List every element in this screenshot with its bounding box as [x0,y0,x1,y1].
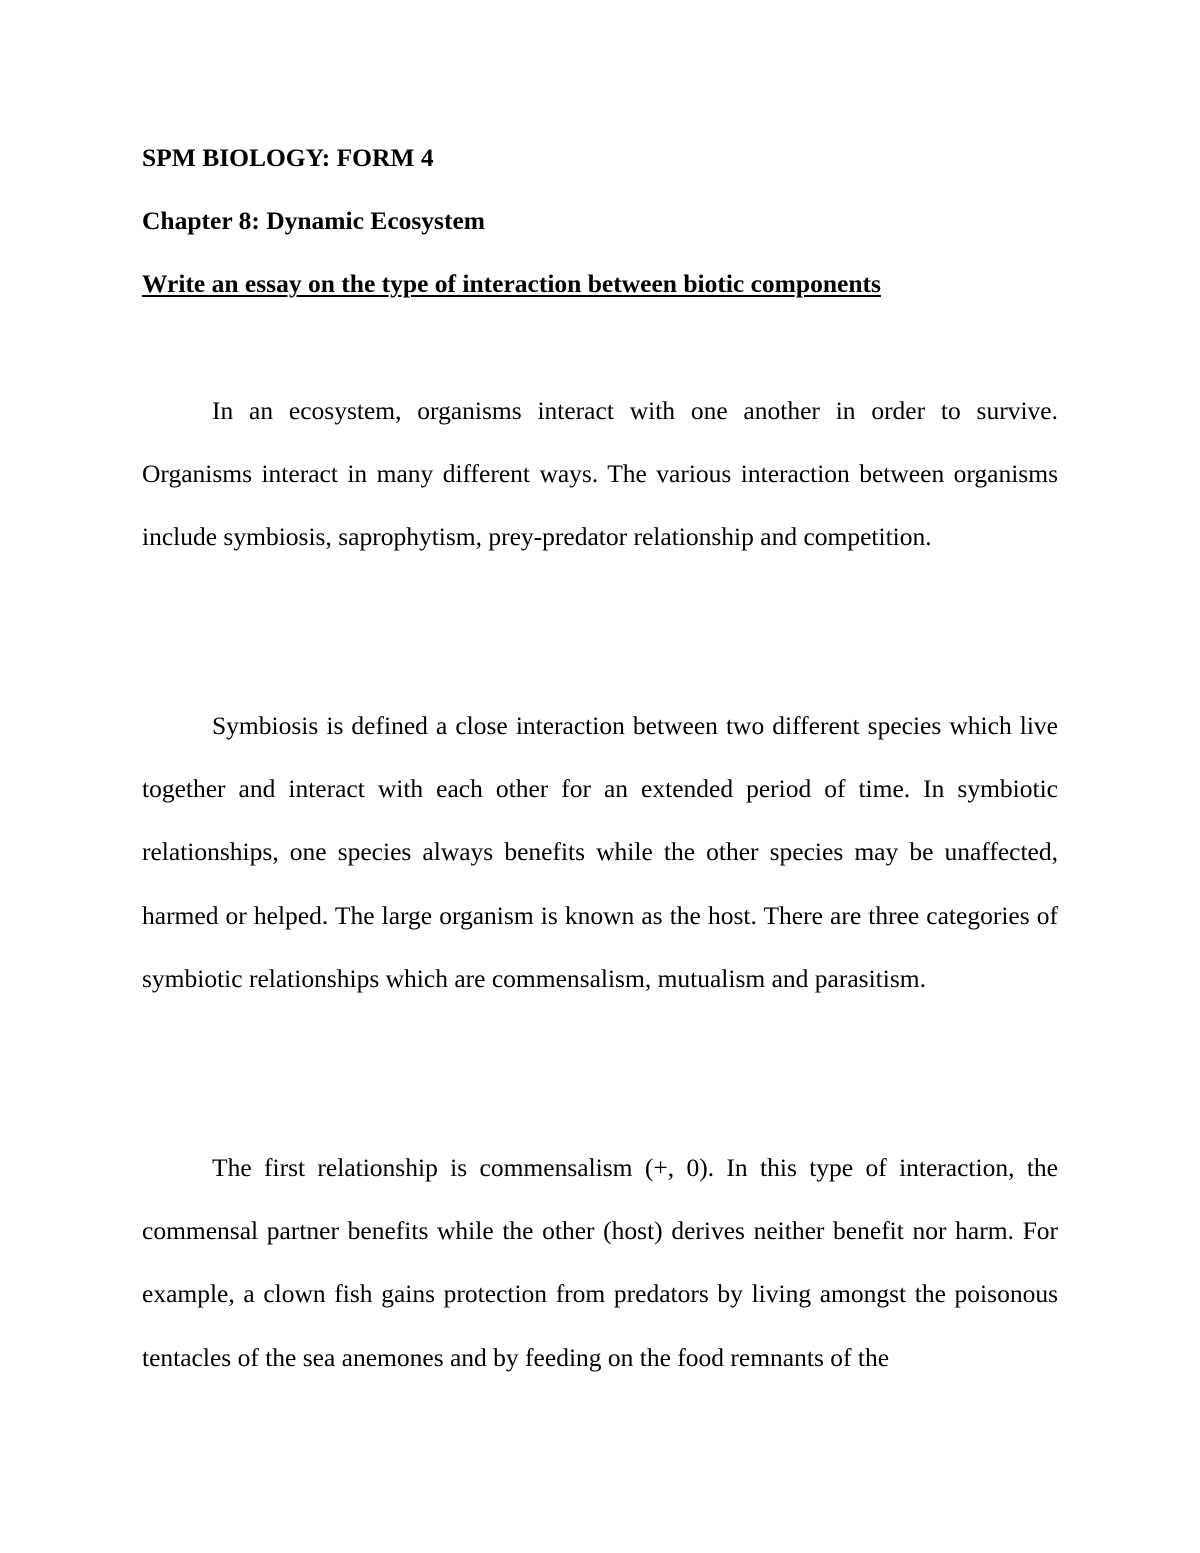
paragraph-introduction: In an ecosystem, organisms interact with one another in order to survive. Organisms interact in many different ways. The various interaction between organisms include symbiosis, saprophytism, prey-predator relationship and competition. [142,396,1058,552]
chapter-heading: Chapter 8: Dynamic Ecosystem [142,206,486,235]
essay-task-heading: Write an essay on the type of interaction between biotic components [142,269,881,298]
paragraph-symbiosis: Symbiosis is defined a close interaction between two different species which live together and interact with each other for an extended period of time. In symbiotic relationships, one species always benefits while the other species may be unaffected, harmed or helped. The large organism is known as the host. There are three categories of symbiotic relationships which are commensalism, mutualism and parasitism. [142,711,1058,993]
paragraph-commensalism: The first relationship is commensalism (+, 0). In this type of interaction, the commensal partner benefits while the other (host) derives neither benefit nor harm. For example, a clown fish gains protection from predators by living amongst the poisonous tentacles of the sea anemones and by feeding on the food remnants of the [142,1153,1058,1372]
subject-heading: SPM BIOLOGY: FORM 4 [142,143,434,172]
